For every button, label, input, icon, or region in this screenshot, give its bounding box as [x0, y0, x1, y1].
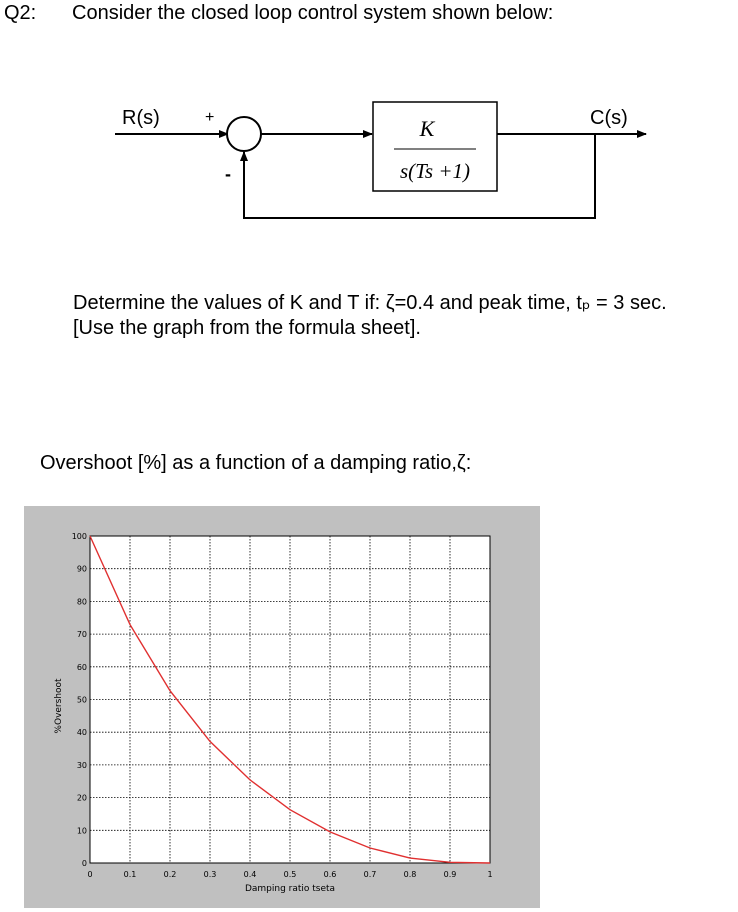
x-tick-label: 0.7 — [363, 870, 377, 879]
x-tick-label: 1 — [487, 870, 493, 879]
y-tick-label: 30 — [76, 760, 87, 770]
overshoot-chart — [24, 506, 540, 908]
minus-sign: - — [225, 164, 231, 184]
y-tick-label: 90 — [76, 564, 87, 574]
prompt-line-1: Determine the values of K and T if: ζ=0.4 and peak time, tₚ = 3 sec. — [73, 292, 667, 314]
x-tick-label: 0.5 — [283, 870, 297, 879]
y-tick-label: 70 — [76, 630, 87, 640]
question-text: Consider the closed loop control system shown below: — [72, 2, 554, 24]
output-label: C(s) — [590, 107, 628, 129]
y-tick-label: 50 — [76, 695, 87, 705]
y-tick-label: 0 — [81, 859, 87, 868]
x-tick-label: 0 — [87, 870, 93, 879]
y-tick-label: 20 — [76, 793, 87, 803]
y-tick-label: 40 — [76, 728, 87, 738]
input-label: R(s) — [122, 107, 160, 129]
question-label: Q2: — [4, 2, 37, 24]
summing-junction — [227, 117, 261, 151]
x-tick-label: 0.9 — [443, 870, 457, 879]
denominator: s(Ts +1) — [399, 159, 471, 183]
numerator: K — [419, 116, 435, 141]
x-tick-label: 0.3 — [203, 870, 217, 879]
x-tick-label: 0.2 — [163, 870, 177, 879]
y-tick-label: 60 — [76, 662, 87, 672]
graph-title: Overshoot [%] as a function of a damping ratio,ζ: — [40, 452, 472, 474]
x-tick-label: 0.8 — [403, 870, 417, 879]
block-diagram — [0, 0, 738, 240]
y-axis-label: %Overshoot — [54, 678, 64, 734]
y-tick-label: 10 — [76, 826, 87, 836]
x-tick-label: 0.4 — [243, 870, 257, 879]
prompt-line-2: [Use the graph from the formula sheet]. — [73, 317, 421, 339]
chart-panel — [24, 506, 540, 908]
plus-sign: + — [205, 109, 215, 126]
x-axis-label: Damping ratio tseta — [244, 884, 336, 894]
y-tick-label: 80 — [76, 597, 87, 607]
x-tick-label: 0.6 — [323, 870, 337, 879]
y-tick-label: 100 — [71, 532, 87, 541]
x-tick-label: 0.1 — [123, 870, 137, 879]
